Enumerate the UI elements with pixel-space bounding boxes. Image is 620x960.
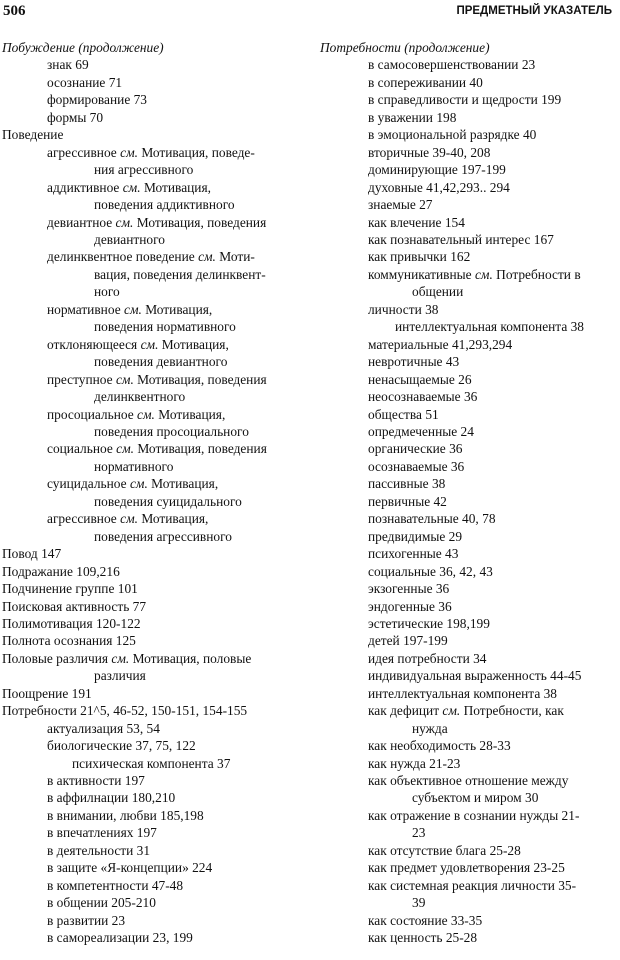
index-subentry: знак 69 xyxy=(47,57,89,73)
index-subentry: первичные 42 xyxy=(368,493,447,509)
index-subentry: в аффилнации 180,210 xyxy=(47,790,176,806)
index-subentry: как состояние 33-35 xyxy=(368,912,483,928)
see-reference: см. xyxy=(137,406,155,422)
index-subentry: в внимании, любви 185,198 xyxy=(47,807,204,823)
index-subentry: эстетические 198,199 xyxy=(368,615,490,631)
index-entry: Полимотивация 120-122 xyxy=(2,615,141,631)
index-subentry: в компетентности 47-48 xyxy=(47,877,184,893)
index-subentry: как отражение в сознании нужды 21- xyxy=(368,807,580,823)
index-continuation: поведения нормативного xyxy=(94,319,236,335)
index-subentry: опредмеченные 24 xyxy=(368,423,474,439)
index-continuation: поведения девиантного xyxy=(94,354,228,370)
index-entry: Потребности 21^5, 46-52, 150-151, 154-155 xyxy=(2,703,248,719)
index-subentry: формирование 73 xyxy=(47,92,147,108)
index-subentry: неосознаваемые 36 xyxy=(368,389,478,405)
index-subentry: в общении 205-210 xyxy=(47,895,156,911)
see-reference: см. xyxy=(111,650,130,666)
index-column-right xyxy=(320,39,616,947)
index-subentry: духовные 41,42,293.. 294 xyxy=(368,179,510,195)
index-subentry: как системная реакция личности 35- xyxy=(368,877,577,893)
index-subentry: коммуникативные см. Потребности в xyxy=(368,266,581,282)
continuation-heading: Потребности (продолжение) xyxy=(320,40,490,55)
see-reference: см. xyxy=(129,476,148,492)
index-subentry: ненасыщаемые 26 xyxy=(368,371,472,387)
index-subentry: аддиктивное см. Мотивация, xyxy=(47,179,211,195)
index-continuation: ного xyxy=(94,284,120,300)
see-reference: см. xyxy=(120,511,138,527)
index-subentry: личности 38 xyxy=(368,301,439,317)
index-subentry: доминирующие 197-199 xyxy=(368,162,506,178)
index-subentry: преступное см. Мотивация, поведения xyxy=(47,371,267,387)
index-continuation: делинквентного xyxy=(94,389,186,405)
index-subentry: в впечатлениях 197 xyxy=(47,825,157,841)
index-subentry: социальные 36, 42, 43 xyxy=(368,563,493,579)
index-subentry: агрессивное см. Мотивация, поведе- xyxy=(47,144,255,160)
index-continuation: девиантного xyxy=(94,231,165,247)
index-entry: Поведение xyxy=(2,127,64,143)
index-subentry: как отсутствие блага 25-28 xyxy=(368,842,521,858)
index-subentry: нормативное см. Мотивация, xyxy=(47,301,213,317)
index-subentry: в активности 197 xyxy=(47,773,145,789)
index-subentry: агрессивное см. Мотивация, xyxy=(47,511,209,527)
index-subentry: как ценность 25-28 xyxy=(368,930,478,946)
index-subentry: девиантное см. Мотивация, поведения xyxy=(47,214,267,230)
see-reference: см. xyxy=(120,144,138,160)
index-continuation: нужда xyxy=(412,720,448,736)
index-subentry: осознаваемые 36 xyxy=(368,458,465,474)
index-subentry: делинквентное поведение см. Моти- xyxy=(47,249,255,265)
index-subentry: знаемые 27 xyxy=(368,197,433,213)
see-reference: см. xyxy=(474,266,493,282)
index-entry: Поощрение 191 xyxy=(2,685,92,701)
see-reference: см. xyxy=(442,703,461,719)
index-subentry: предвидимые 29 xyxy=(368,528,463,544)
see-reference: см. xyxy=(124,301,142,317)
index-subentry: в защите «Я-концепции» 224 xyxy=(47,860,213,876)
index-continuation: поведения просоциального xyxy=(94,423,249,439)
index-entry: Полнота осознания 125 xyxy=(2,633,136,649)
index-subentry: в сопереживании 40 xyxy=(368,74,483,90)
index-subentry: в эмоциональной разрядке 40 xyxy=(368,127,537,143)
index-continuation: 23 xyxy=(412,825,426,841)
index-subentry: как необходимость 28-33 xyxy=(368,738,511,754)
index-subentry: как дефицит см. Потребности, как xyxy=(368,703,564,719)
index-continuation: субъектом и миром 30 xyxy=(412,790,539,806)
index-subentry: актуализация 53, 54 xyxy=(47,720,160,736)
index-subentry: детей 197-199 xyxy=(368,633,448,649)
continuation-heading: Побуждение (продолжение) xyxy=(2,40,164,55)
index-entry: Подчинение группе 101 xyxy=(2,581,138,597)
see-reference: см. xyxy=(140,336,159,352)
index-subentry: вторичные 39-40, 208 xyxy=(368,144,491,160)
index-subentry: биологические 37, 75, 122 xyxy=(47,738,196,754)
index-continuation: различия xyxy=(94,668,146,684)
index-subentry: отклоняющееся см. Мотивация, xyxy=(47,336,229,352)
index-continuation: поведения аддиктивного xyxy=(94,197,235,213)
index-subentry: как влечение 154 xyxy=(368,214,465,230)
index-entry: Повод 147 xyxy=(2,546,62,562)
index-subentry: в самореализации 23, 199 xyxy=(47,930,193,946)
index-subentry: как объективное отношение между xyxy=(368,773,569,789)
index-subentry: осознание 71 xyxy=(47,74,123,90)
index-subentry: в развитии 23 xyxy=(47,912,126,928)
index-subentry: общества 51 xyxy=(368,406,439,422)
index-subentry: интеллектуальная компонента 38 xyxy=(368,685,557,701)
index-subentry: в самосовершенствовании 23 xyxy=(368,57,536,73)
index-subentry: как познавательный интерес 167 xyxy=(368,231,554,247)
page-number: 506 xyxy=(3,3,26,19)
index-subentry: в справедливости и щедрости 199 xyxy=(368,92,562,108)
index-entry: Половые различия см. Мотивация, половые xyxy=(2,650,252,666)
index-column-left xyxy=(2,39,314,947)
see-reference: см. xyxy=(115,214,134,230)
index-subentry: психогенные 43 xyxy=(368,546,459,562)
index-continuation: ния агрессивного xyxy=(94,162,194,178)
index-subsubentry: психическая компонента 37 xyxy=(72,755,231,771)
index-subentry: формы 70 xyxy=(47,109,104,125)
index-continuation: поведения агрессивного xyxy=(94,528,232,544)
index-subentry: эндогенные 36 xyxy=(368,598,452,614)
index-subentry: суицидальное см. Мотивация, xyxy=(47,476,219,492)
see-reference: см. xyxy=(122,179,141,195)
see-reference: см. xyxy=(198,249,216,265)
see-reference: см. xyxy=(116,441,134,457)
index-subentry: индивидуальная выраженность 44-45 xyxy=(368,668,582,684)
index-continuation: поведения суицидального xyxy=(94,493,242,509)
index-continuation: 39 xyxy=(412,895,426,911)
index-continuation: нормативного xyxy=(94,458,174,474)
index-entry: Поисковая активность 77 xyxy=(2,598,147,614)
index-subentry: просоциальное см. Мотивация, xyxy=(47,406,226,422)
index-subsubentry: интеллектуальная компонента 38 xyxy=(395,319,584,335)
index-subentry: идея потребности 34 xyxy=(368,650,487,666)
see-reference: см. xyxy=(115,371,134,387)
index-subentry: как нужда 21-23 xyxy=(368,755,461,771)
index-subentry: пассивные 38 xyxy=(368,476,446,492)
index-continuation: вация, поведения делинквент- xyxy=(94,266,266,282)
page-header xyxy=(0,0,620,24)
index-subentry: как привычки 162 xyxy=(368,249,471,265)
index-subentry: материальные 41,293,294 xyxy=(368,336,513,352)
index-subentry: органические 36 xyxy=(368,441,463,457)
index-subentry: в уважении 198 xyxy=(368,109,457,125)
index-subentry: экзогенные 36 xyxy=(368,581,450,597)
index-subentry: как предмет удовлетворения 23-25 xyxy=(368,860,565,876)
index-subentry: невротичные 43 xyxy=(368,354,460,370)
index-subentry: в деятельности 31 xyxy=(47,842,151,858)
index-subentry: социальное см. Мотивация, поведения xyxy=(47,441,267,457)
index-subentry: познавательные 40, 78 xyxy=(368,511,496,527)
running-head: ПРЕДМЕТНЫЙ УКАЗАТЕЛЬ xyxy=(456,5,612,17)
index-continuation: общении xyxy=(412,284,464,300)
index-entry: Подражание 109,216 xyxy=(2,563,120,579)
